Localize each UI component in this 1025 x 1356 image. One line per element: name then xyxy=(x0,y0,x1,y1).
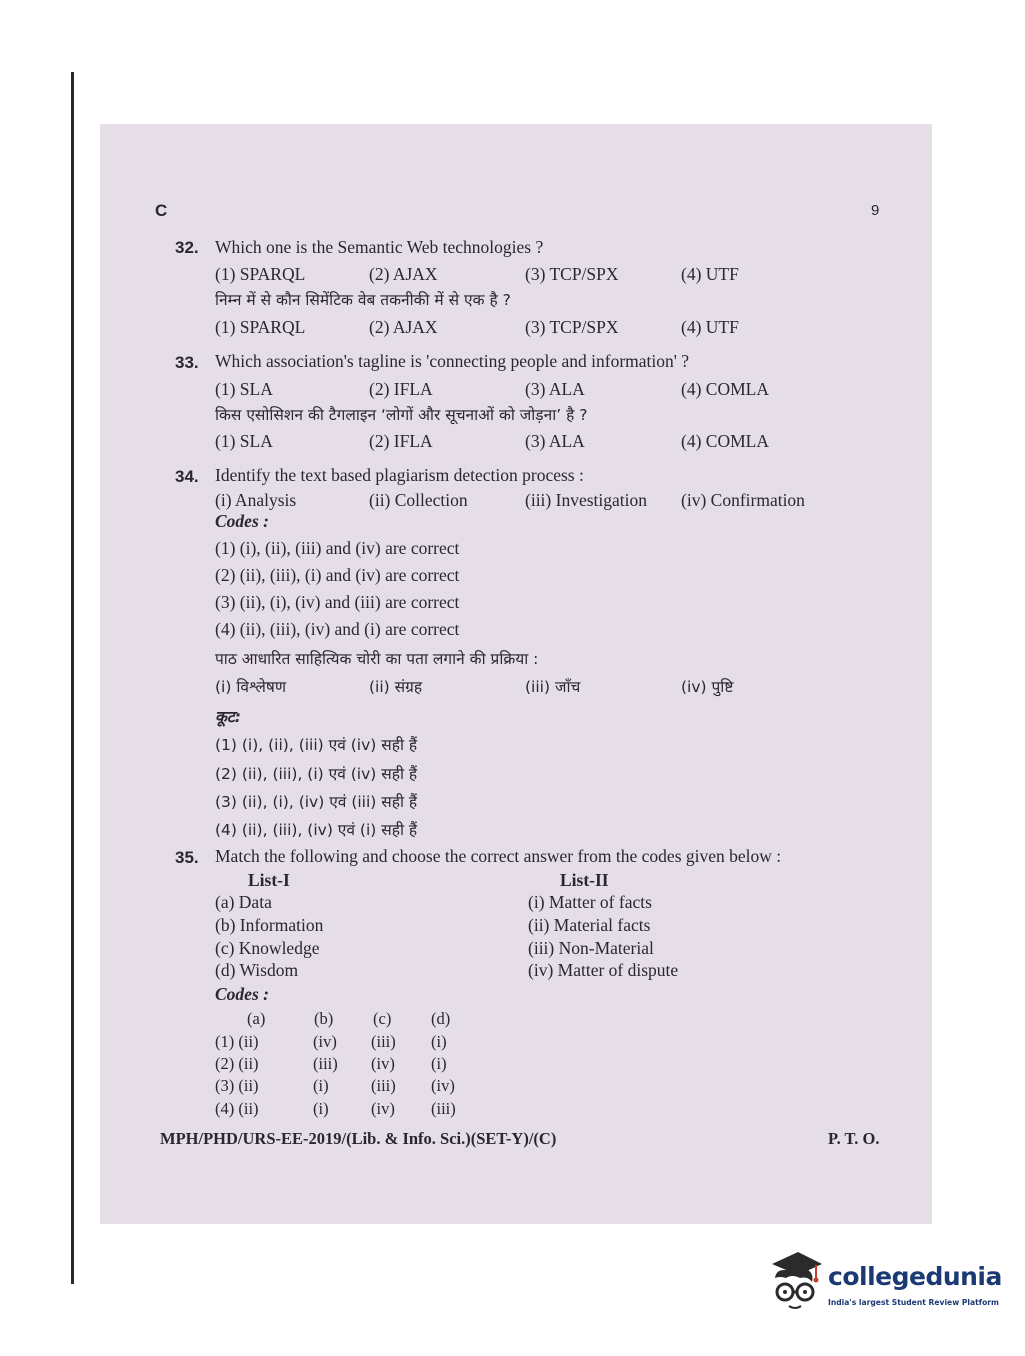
code-column-head: (b) xyxy=(314,1009,334,1028)
code-cell: (iv) xyxy=(313,1032,337,1051)
answer-option-en: (4) (ii), (iii), (iv) and (i) are correct xyxy=(215,619,460,639)
question-text-hi: निम्न में से कौन सिमेंटिक वेब तकनीकी में से एक है ? xyxy=(215,291,511,309)
list-2-title: List-II xyxy=(560,870,609,890)
paper-code-footer: MPH/PHD/URS-EE-2019/(Lib. & Info. Sci.)(SET-Y)/(C) xyxy=(160,1129,557,1148)
process-item: (iii) Investigation xyxy=(525,490,647,510)
option: (2) IFLA xyxy=(369,431,433,451)
code-cell: (i) xyxy=(431,1054,447,1073)
process-item: (i) विश्लेषण xyxy=(215,678,287,696)
list-2-item: (i) Matter of facts xyxy=(528,892,652,912)
list-1-item: (c) Knowledge xyxy=(215,938,320,958)
codes-label-hi: कूट: xyxy=(215,708,241,726)
option: (2) AJAX xyxy=(369,264,438,284)
code-column-head: (a) xyxy=(247,1009,266,1028)
set-letter: C xyxy=(155,201,168,220)
brand-tagline: India's largest Student Review Platform xyxy=(828,1298,999,1307)
option: (1) SLA xyxy=(215,431,273,451)
question-text-en: Which association's tagline is 'connecting people and information' ? xyxy=(215,351,690,371)
option: (4) COMLA xyxy=(681,431,769,451)
pto-label: P. T. O. xyxy=(828,1129,880,1148)
code-column-head: (c) xyxy=(373,1009,392,1028)
brand-name: collegedunia xyxy=(828,1262,1002,1291)
code-cell: (3) (ii) xyxy=(215,1076,259,1095)
process-item: (ii) संग्रह xyxy=(369,678,423,696)
code-cell: (iv) xyxy=(371,1054,395,1073)
mascot-icon xyxy=(768,1248,824,1314)
answer-option-hi: (1) (i), (ii), (iii) एवं (iv) सही हैं xyxy=(215,736,418,754)
question-text-en: Identify the text based plagiarism detection process : xyxy=(215,465,584,485)
question-text-hi: किस एसोसिशन की टैगलाइन ‘लोगों और सूचनाओं को जोड़ना’ है ? xyxy=(215,406,588,424)
list-1-item: (b) Information xyxy=(215,915,324,935)
codes-label-en: Codes : xyxy=(215,984,269,1004)
code-cell: (iii) xyxy=(313,1054,338,1073)
list-1-item: (a) Data xyxy=(215,892,272,912)
list-1-item: (d) Wisdom xyxy=(215,960,299,980)
answer-option-en: (3) (ii), (i), (iv) and (iii) are correct xyxy=(215,592,460,612)
option: (1) SPARQL xyxy=(215,264,306,284)
code-cell: (iii) xyxy=(371,1032,396,1051)
code-cell: (i) xyxy=(313,1099,329,1118)
option: (3) ALA xyxy=(525,379,585,399)
question-number: 33. xyxy=(175,353,199,372)
code-cell: (iv) xyxy=(431,1076,455,1095)
process-item: (i) Analysis xyxy=(215,490,297,510)
process-item: (iii) जाँच xyxy=(525,678,581,696)
option: (4) UTF xyxy=(681,317,739,337)
answer-option-hi: (4) (ii), (iii), (iv) एवं (i) सही हैं xyxy=(215,821,418,839)
question-text-hi: पाठ आधारित साहित्यिक चोरी का पता लगाने की प्रक्रिया : xyxy=(215,650,539,668)
option: (3) ALA xyxy=(525,431,585,451)
option: (1) SLA xyxy=(215,379,273,399)
option: (4) COMLA xyxy=(681,379,769,399)
list-2-item: (ii) Material facts xyxy=(528,915,651,935)
option: (3) TCP/SPX xyxy=(525,264,619,284)
question-number: 34. xyxy=(175,467,199,486)
option: (2) IFLA xyxy=(369,379,433,399)
code-cell: (i) xyxy=(431,1032,447,1051)
code-cell: (iii) xyxy=(371,1076,396,1095)
page-number: 9 xyxy=(871,202,880,219)
answer-option-hi: (3) (ii), (i), (iv) एवं (iii) सही हैं xyxy=(215,793,418,811)
code-cell: (iv) xyxy=(371,1099,395,1118)
question-text-en: Which one is the Semantic Web technologies ? xyxy=(215,237,544,257)
codes-label-en: Codes : xyxy=(215,511,269,531)
process-item: (iv) पुष्टि xyxy=(681,678,734,696)
option: (3) TCP/SPX xyxy=(525,317,619,337)
option: (4) UTF xyxy=(681,264,739,284)
code-cell: (2) (ii) xyxy=(215,1054,259,1073)
question-number: 35. xyxy=(175,848,199,867)
answer-option-en: (2) (ii), (iii), (i) and (iv) are correct xyxy=(215,565,460,585)
answer-option-hi: (2) (ii), (iii), (i) एवं (iv) सही हैं xyxy=(215,765,418,783)
question-text-en: Match the following and choose the correct answer from the codes given below : xyxy=(215,846,782,866)
answer-option-en: (1) (i), (ii), (iii) and (iv) are correct xyxy=(215,538,460,558)
question-number: 32. xyxy=(175,238,199,257)
process-item: (iv) Confirmation xyxy=(681,490,805,510)
list-2-item: (iii) Non-Material xyxy=(528,938,654,958)
code-cell: (iii) xyxy=(431,1099,456,1118)
code-cell: (1) (ii) xyxy=(215,1032,259,1051)
page-binding-edge xyxy=(71,72,74,1284)
option: (1) SPARQL xyxy=(215,317,306,337)
code-cell: (i) xyxy=(313,1076,329,1095)
collegedunia-watermark xyxy=(768,1248,1002,1320)
list-1-title: List-I xyxy=(248,870,290,890)
option: (2) AJAX xyxy=(369,317,438,337)
process-item: (ii) Collection xyxy=(369,490,468,510)
list-2-item: (iv) Matter of dispute xyxy=(528,960,679,980)
code-cell: (4) (ii) xyxy=(215,1099,259,1118)
code-column-head: (d) xyxy=(431,1009,451,1028)
